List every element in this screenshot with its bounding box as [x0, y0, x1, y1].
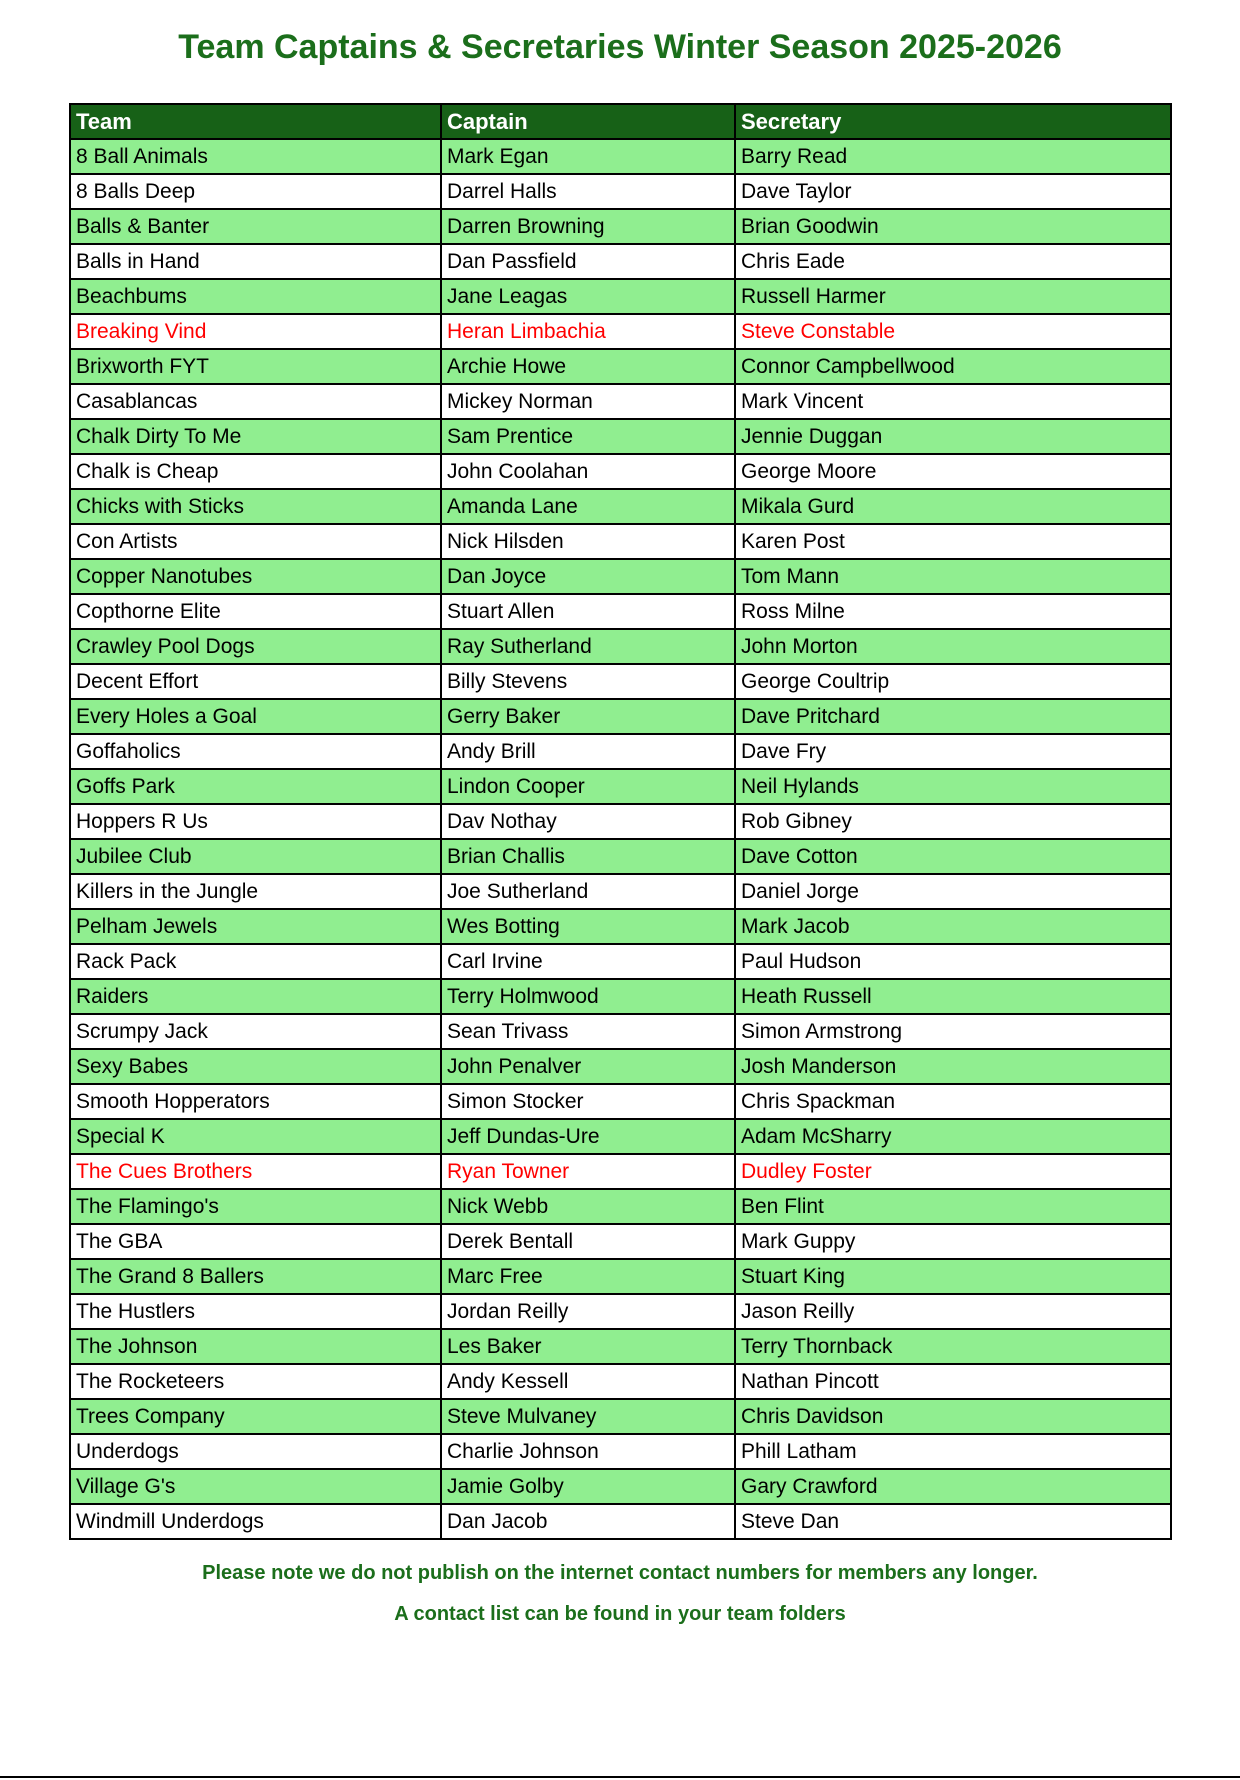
- secretary-cell: Tom Mann: [735, 559, 1171, 594]
- secretary-cell: Daniel Jorge: [735, 874, 1171, 909]
- table-row: [70, 874, 1171, 909]
- team-cell: Casablancas: [70, 384, 441, 419]
- table-row: [70, 1504, 1171, 1539]
- captain-cell: Ray Sutherland: [441, 629, 735, 664]
- captain-cell: Dan Passfield: [441, 244, 735, 279]
- column-header-team: Team: [70, 104, 441, 139]
- captain-cell: Gerry Baker: [441, 699, 735, 734]
- team-cell: Crawley Pool Dogs: [70, 629, 441, 664]
- table-row: [70, 1189, 1171, 1224]
- table-row: [70, 944, 1171, 979]
- secretary-cell: Chris Davidson: [735, 1399, 1171, 1434]
- captain-cell: Simon Stocker: [441, 1084, 735, 1119]
- footer-note-1: Please note we do not publish on the internet contact numbers for members any longer.: [202, 1562, 1038, 1584]
- captain-cell: Jamie Golby: [441, 1469, 735, 1504]
- team-cell: Balls in Hand: [70, 244, 441, 279]
- table-row: [70, 734, 1171, 769]
- table-row: [70, 629, 1171, 664]
- table-row: [70, 559, 1171, 594]
- captain-cell: John Coolahan: [441, 454, 735, 489]
- secretary-cell: Adam McSharry: [735, 1119, 1171, 1154]
- table-row: [70, 489, 1171, 524]
- team-cell: Balls & Banter: [70, 209, 441, 244]
- team-cell: Decent Effort: [70, 664, 441, 699]
- table-row: [70, 1049, 1171, 1084]
- table-row: [70, 524, 1171, 559]
- team-cell: Killers in the Jungle: [70, 874, 441, 909]
- secretary-cell: Rob Gibney: [735, 804, 1171, 839]
- team-cell: The Flamingo's: [70, 1189, 441, 1224]
- secretary-cell: Ben Flint: [735, 1189, 1171, 1224]
- captain-cell: Wes Botting: [441, 909, 735, 944]
- table-row: [70, 1119, 1171, 1154]
- column-header-secretary: Secretary: [735, 104, 1171, 139]
- captain-cell: Andy Brill: [441, 734, 735, 769]
- captain-cell: Billy Stevens: [441, 664, 735, 699]
- secretary-cell: Karen Post: [735, 524, 1171, 559]
- secretary-cell: Josh Manderson: [735, 1049, 1171, 1084]
- captain-cell: Jeff Dundas-Ure: [441, 1119, 735, 1154]
- secretary-cell: Barry Read: [735, 139, 1171, 174]
- captain-cell: Charlie Johnson: [441, 1434, 735, 1469]
- secretary-cell: Dave Taylor: [735, 174, 1171, 209]
- secretary-cell: George Moore: [735, 454, 1171, 489]
- captain-cell: Nick Hilsden: [441, 524, 735, 559]
- captain-cell: Marc Free: [441, 1259, 735, 1294]
- captain-cell: Archie Howe: [441, 349, 735, 384]
- secretary-cell: Mikala Gurd: [735, 489, 1171, 524]
- secretary-cell: George Coultrip: [735, 664, 1171, 699]
- table-row: [70, 244, 1171, 279]
- captain-cell: Joe Sutherland: [441, 874, 735, 909]
- table-row: [70, 1224, 1171, 1259]
- team-cell: Pelham Jewels: [70, 909, 441, 944]
- table-row: [70, 349, 1171, 384]
- captains-table: [69, 103, 1172, 1540]
- team-cell: Goffaholics: [70, 734, 441, 769]
- captain-cell: Carl Irvine: [441, 944, 735, 979]
- team-cell: Breaking Vind: [70, 314, 441, 349]
- footer-note-2: A contact list can be found in your team folders: [394, 1603, 846, 1625]
- secretary-cell: Jennie Duggan: [735, 419, 1171, 454]
- table-row: [70, 979, 1171, 1014]
- table-row: [70, 769, 1171, 804]
- team-cell: 8 Balls Deep: [70, 174, 441, 209]
- captain-cell: Jordan Reilly: [441, 1294, 735, 1329]
- team-cell: Village G's: [70, 1469, 441, 1504]
- team-cell: The Hustlers: [70, 1294, 441, 1329]
- table-header-row: [70, 104, 1171, 139]
- team-cell: Con Artists: [70, 524, 441, 559]
- secretary-cell: Phill Latham: [735, 1434, 1171, 1469]
- table-row: [70, 839, 1171, 874]
- column-header-captain: Captain: [441, 104, 735, 139]
- captain-cell: Stuart Allen: [441, 594, 735, 629]
- secretary-cell: Dave Pritchard: [735, 699, 1171, 734]
- table-row: [70, 1469, 1171, 1504]
- secretary-cell: Simon Armstrong: [735, 1014, 1171, 1049]
- table-row: [70, 174, 1171, 209]
- table-row: [70, 594, 1171, 629]
- secretary-cell: Dave Fry: [735, 734, 1171, 769]
- team-cell: Sexy Babes: [70, 1049, 441, 1084]
- table-row: [70, 909, 1171, 944]
- captain-cell: Brian Challis: [441, 839, 735, 874]
- captain-cell: Sam Prentice: [441, 419, 735, 454]
- secretary-cell: Mark Vincent: [735, 384, 1171, 419]
- team-cell: The Grand 8 Ballers: [70, 1259, 441, 1294]
- team-cell: Special K: [70, 1119, 441, 1154]
- team-cell: Brixworth FYT: [70, 349, 441, 384]
- table-row: [70, 1084, 1171, 1119]
- captain-cell: Terry Holmwood: [441, 979, 735, 1014]
- table-row: [70, 314, 1171, 349]
- secretary-cell: Neil Hylands: [735, 769, 1171, 804]
- page-bottom-rule: [0, 1776, 1240, 1778]
- table-row: [70, 804, 1171, 839]
- captain-cell: Steve Mulvaney: [441, 1399, 735, 1434]
- team-cell: Every Holes a Goal: [70, 699, 441, 734]
- team-cell: Raiders: [70, 979, 441, 1014]
- table-row: [70, 1259, 1171, 1294]
- team-cell: Hoppers R Us: [70, 804, 441, 839]
- table-row: [70, 1154, 1171, 1189]
- table-row: [70, 1294, 1171, 1329]
- secretary-cell: Ross Milne: [735, 594, 1171, 629]
- secretary-cell: Jason Reilly: [735, 1294, 1171, 1329]
- captain-cell: Andy Kessell: [441, 1364, 735, 1399]
- secretary-cell: Dudley Foster: [735, 1154, 1171, 1189]
- team-cell: Copper Nanotubes: [70, 559, 441, 594]
- team-cell: Jubilee Club: [70, 839, 441, 874]
- secretary-cell: Mark Guppy: [735, 1224, 1171, 1259]
- team-cell: Rack Pack: [70, 944, 441, 979]
- team-cell: The Rocketeers: [70, 1364, 441, 1399]
- captain-cell: Dan Joyce: [441, 559, 735, 594]
- secretary-cell: Connor Campbellwood: [735, 349, 1171, 384]
- captain-cell: Mickey Norman: [441, 384, 735, 419]
- captain-cell: Dan Jacob: [441, 1504, 735, 1539]
- team-cell: Chalk Dirty To Me: [70, 419, 441, 454]
- captain-cell: Jane Leagas: [441, 279, 735, 314]
- secretary-cell: Mark Jacob: [735, 909, 1171, 944]
- team-cell: 8 Ball Animals: [70, 139, 441, 174]
- team-cell: Chicks with Sticks: [70, 489, 441, 524]
- table-row: [70, 1014, 1171, 1049]
- captain-cell: Mark Egan: [441, 139, 735, 174]
- captain-cell: Derek Bentall: [441, 1224, 735, 1259]
- team-cell: Beachbums: [70, 279, 441, 314]
- captain-cell: Darren Browning: [441, 209, 735, 244]
- secretary-cell: Brian Goodwin: [735, 209, 1171, 244]
- captain-cell: Sean Trivass: [441, 1014, 735, 1049]
- secretary-cell: Heath Russell: [735, 979, 1171, 1014]
- table-row: [70, 699, 1171, 734]
- team-cell: Underdogs: [70, 1434, 441, 1469]
- table-row: [70, 1434, 1171, 1469]
- team-cell: Copthorne Elite: [70, 594, 441, 629]
- captain-cell: Heran Limbachia: [441, 314, 735, 349]
- team-cell: Scrumpy Jack: [70, 1014, 441, 1049]
- secretary-cell: Paul Hudson: [735, 944, 1171, 979]
- secretary-cell: Dave Cotton: [735, 839, 1171, 874]
- team-cell: The Johnson: [70, 1329, 441, 1364]
- table-row: [70, 279, 1171, 314]
- table-row: [70, 454, 1171, 489]
- captain-cell: Ryan Towner: [441, 1154, 735, 1189]
- team-cell: Windmill Underdogs: [70, 1504, 441, 1539]
- team-cell: The GBA: [70, 1224, 441, 1259]
- secretary-cell: Terry Thornback: [735, 1329, 1171, 1364]
- table-row: [70, 1329, 1171, 1364]
- page-title: Team Captains & Secretaries Winter Season 2025-2026: [178, 28, 1062, 66]
- team-cell: Goffs Park: [70, 769, 441, 804]
- table-row: [70, 384, 1171, 419]
- captain-cell: Darrel Halls: [441, 174, 735, 209]
- table-row: [70, 1364, 1171, 1399]
- captain-cell: Dav Nothay: [441, 804, 735, 839]
- captain-cell: Les Baker: [441, 1329, 735, 1364]
- captain-cell: Nick Webb: [441, 1189, 735, 1224]
- secretary-cell: Chris Spackman: [735, 1084, 1171, 1119]
- team-cell: Chalk is Cheap: [70, 454, 441, 489]
- secretary-cell: Russell Harmer: [735, 279, 1171, 314]
- table-row: [70, 209, 1171, 244]
- table-body: [70, 139, 1171, 1539]
- secretary-cell: Steve Dan: [735, 1504, 1171, 1539]
- secretary-cell: John Morton: [735, 629, 1171, 664]
- table-row: [70, 1399, 1171, 1434]
- table-row: [70, 419, 1171, 454]
- table-row: [70, 139, 1171, 174]
- secretary-cell: Stuart King: [735, 1259, 1171, 1294]
- captain-cell: Lindon Cooper: [441, 769, 735, 804]
- secretary-cell: Nathan Pincott: [735, 1364, 1171, 1399]
- secretary-cell: Chris Eade: [735, 244, 1171, 279]
- captain-cell: John Penalver: [441, 1049, 735, 1084]
- secretary-cell: Gary Crawford: [735, 1469, 1171, 1504]
- secretary-cell: Steve Constable: [735, 314, 1171, 349]
- team-cell: The Cues Brothers: [70, 1154, 441, 1189]
- captain-cell: Amanda Lane: [441, 489, 735, 524]
- team-cell: Trees Company: [70, 1399, 441, 1434]
- table-row: [70, 664, 1171, 699]
- team-cell: Smooth Hopperators: [70, 1084, 441, 1119]
